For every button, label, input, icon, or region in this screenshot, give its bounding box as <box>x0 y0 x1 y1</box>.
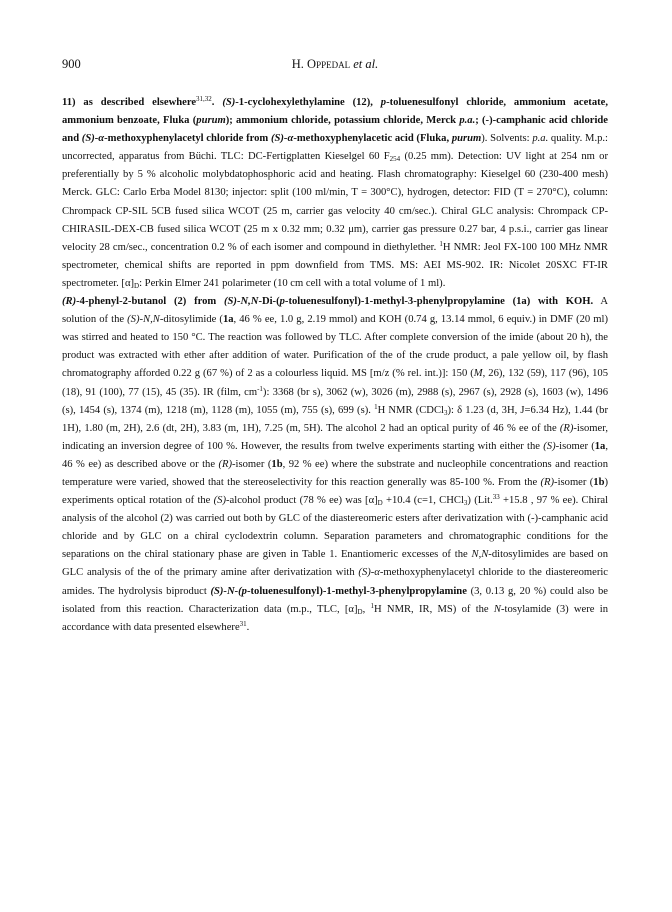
text-run: H NMR, IR, MS) of the <box>374 603 494 615</box>
author-suffix: et al. <box>350 57 379 71</box>
text-run: . <box>211 97 223 108</box>
text-run: 1b <box>271 458 283 470</box>
text-run: ); ammonium chloride, potassium chloride, Merck <box>225 115 460 127</box>
text-run: ; (-)-camphanic acid chloride and <box>62 115 608 145</box>
text-run: 31,32 <box>196 95 212 103</box>
text-run: (0.25 mm). Detection: UV light at 254 nm or preferentially by 5 % alcoholic molybdatophosphoric acid and heating. Flash chromatography: Kieselgel 60 (230-400 mesh) Merck. GLC: Carlo Erba Model 8130; injector: split (100 ml/min, T = 300°C), hydrogen, detector: FID (T = 270°C), column: Chrompack CP-SIL 5CB fused silica WCOT (25 m, carrier gas velocity 40 cm/sec.). Chiral GLC analysis: Chrompack CP-CHIRASIL-DEX-CB fused silica WCOT (25 m x 0.32 mm; 0.32 μm), carrier gas pressure 0.27 bar, 4 p.s.i., carrier gas linear velocity 28 cm/sec., concentration 0.2 % of each isomer and compound in diethylether. <box>62 151 608 253</box>
text-run: , 46 % ee, 1.0 g, 2.19 mmol) and KOH (0.74 g, 13.14 mmol, 6 equiv.) in DMF (20 ml) was stirred and heated to 150 °C. The reaction was followed by TLC. After complete conversion of the imide (about 20 h), the product was extracted with ether after addition of water. Purification of the of the crude product, a pale yellow oil, by flash chromatography afforded 0.22 g (67 %) of 2 as a colourless liquid. MS [m/z (% rel. int.)]: 150 ( <box>62 314 608 380</box>
text-run: (S) <box>543 440 556 452</box>
text-run: -toluenesulfonyl)-1-methyl-3-phenylpropylamine <box>246 585 467 597</box>
text-run: purum <box>196 115 226 127</box>
text-run: -toluenesulfonyl)-1-methyl-3-phenylpropylamine (1a) with KOH. <box>284 296 594 308</box>
text-run: -methoxyphenylacetyl chloride to the diastereomeric amides. The hydrolysis biproduct <box>62 567 608 597</box>
text-run: , 92 % ee) where the substrate and nucleophile concentrations and reaction temperature were varied, showed that the stereoselectivity for this reaction generally was 85-100 %. From the <box>62 458 609 488</box>
text-run: (3, 0.13 g, 20 %) could also be isolated from this reaction. Characterization data (m.p., TLC, [α] <box>62 585 608 615</box>
text-run: 1 <box>439 239 443 248</box>
text-run: D <box>377 499 383 508</box>
text-run: p.a. <box>459 115 476 127</box>
text-run: (S)-α <box>358 567 380 579</box>
text-run: 3 <box>463 499 468 508</box>
text-run: p <box>279 296 285 308</box>
text-run: . <box>246 621 250 633</box>
text-run: D <box>134 281 140 290</box>
text-run: -4-phenyl-2-butanol (2) from <box>76 296 224 308</box>
text-run: ): δ 1.23 (d, 3H, J=6.34 Hz), 1.44 (br 1H), 1.80 (m, 2H), 2.6 (dt, 2H), 3.83 (m, 1H), 7.25 (m, 5H). The alcohol 2 had an optical purity of 46 % ee of the <box>62 404 609 434</box>
text-run: N,N <box>471 549 489 561</box>
text-run: (S) <box>222 97 236 108</box>
text-run: H NMR: Jeol FX-100 100 MHz NMR spectrometer, chemical shifts are reported in ppm downfield from TMS. MS: AEI MS-902. IR: Nicolet 20SXC FT-IR spectrometer. [α] <box>62 241 608 289</box>
text-run: 1a <box>222 314 234 326</box>
text-run: -1 <box>257 384 263 393</box>
text-run: , <box>362 603 371 615</box>
text-run: 1b <box>593 476 605 488</box>
text-run: purum <box>451 133 482 145</box>
body-text <box>62 94 608 637</box>
text-run: (R) <box>218 458 233 470</box>
text-run: (R) <box>559 422 574 434</box>
text-run: -ditosylimide ( <box>159 314 223 326</box>
text-run: -isomer ( <box>554 476 594 488</box>
text-run: N <box>493 603 501 615</box>
paragraph-materials <box>62 94 608 293</box>
text-run: 3 <box>443 408 448 417</box>
text-run: -methoxyphenylacetyl chloride from <box>104 133 271 145</box>
text-run: ). Solvents: <box>481 133 533 145</box>
text-run: : Perkin Elmer 241 polarimeter (10 cm cell with a total volume of 1 ml). <box>139 277 446 289</box>
author-name: H. Oppedal <box>291 57 351 71</box>
text-run: , 46 % ee) as described above or the <box>62 440 608 470</box>
text-run: -alcohol product (78 % ee) was [α] <box>226 495 378 507</box>
text-run: -isomer ( <box>555 440 595 452</box>
text-run: (S)-N,N <box>224 296 259 308</box>
text-run: 31 <box>239 619 247 628</box>
text-run: (R) <box>62 296 77 308</box>
text-run: -1-cyclohexylethylamine (12), <box>235 97 381 108</box>
text-run: +15.8 , 97 % ee). Chiral analysis of the alcohol (2) was carried out both by GLC of the diastereomeric esters after derivatization with (-)-camphanic acid chloride and by GLC on a chiral cyclodextrin column. Separation parameters and chromatographic conditions for the separations on the chiral stationary phase are given in Table 1. Enantiomeric excesses of the <box>62 495 609 561</box>
text-run: -toluenesulfonyl chloride, ammonium acetate, ammonium benzoate, Fluka ( <box>62 97 608 127</box>
text-run: -tosylamide (3) were in accordance with data presented elsewhere <box>62 603 609 633</box>
text-run: (R) <box>540 476 555 488</box>
text-run: 1 <box>370 601 374 610</box>
text-run: (S)-α <box>81 133 105 145</box>
text-run: H NMR (CDCl <box>377 404 444 416</box>
text-run: 1 <box>374 402 378 411</box>
text-run: 11) as described elsewhere <box>62 97 197 108</box>
text-run: -isomer, indicating an inversion degree of 100 %. However, the results from twelve experiments starting with either the <box>62 422 608 452</box>
text-run: +10.4 (c=1, CHCl <box>382 495 464 507</box>
text-run: -ditosylimides are based on GLC analysis of the of the primary amine after derivatization with <box>62 549 608 579</box>
text-run: quality. M.p.: uncorrected, apparatus from Büchi. TLC: DC-Fertigplatten Kieselgel 60 F <box>62 133 608 163</box>
running-header <box>62 57 608 75</box>
text-run: , 26), 132 (59), 117 (96), 105 (18), 91 (100), 77 (15), 45 (35). IR (film, cm <box>62 368 608 398</box>
text-run: A solution of the <box>62 296 608 326</box>
text-run: M <box>473 368 483 380</box>
running-head-author <box>62 57 608 72</box>
text-run: (S)-N-(p <box>210 585 247 597</box>
text-run: (S)-α <box>270 133 294 145</box>
text-run: -isomer ( <box>232 458 272 470</box>
text-run: -methoxyphenylacetic acid (Fluka, <box>293 133 452 145</box>
text-run: ): 3368 (br s), 3062 (w), 3026 (m), 2988 (s), 2967 (s), 2928 (s), 1603 (w), 1496 (s), 1454 (s), 1374 (m), 1218 (m), 1128 (m), 1055 (m), 755 (s), 699 (s). <box>62 386 608 416</box>
page-number: 900 <box>62 57 81 71</box>
text-run: 33 <box>492 493 500 502</box>
text-run: (S)-N,N <box>127 314 160 326</box>
paragraph-experimental <box>62 293 608 637</box>
text-run: ) experiments optical rotation of the <box>62 476 608 507</box>
text-run: 1a <box>594 440 606 452</box>
text-run: D <box>357 607 363 616</box>
text-run: (S) <box>213 495 227 507</box>
text-run: ) (Lit. <box>467 495 493 507</box>
text-run: -Di-( <box>258 296 280 308</box>
text-run: p <box>380 97 387 108</box>
text-run: 254 <box>389 155 401 164</box>
text-run: p.a. <box>532 133 549 145</box>
